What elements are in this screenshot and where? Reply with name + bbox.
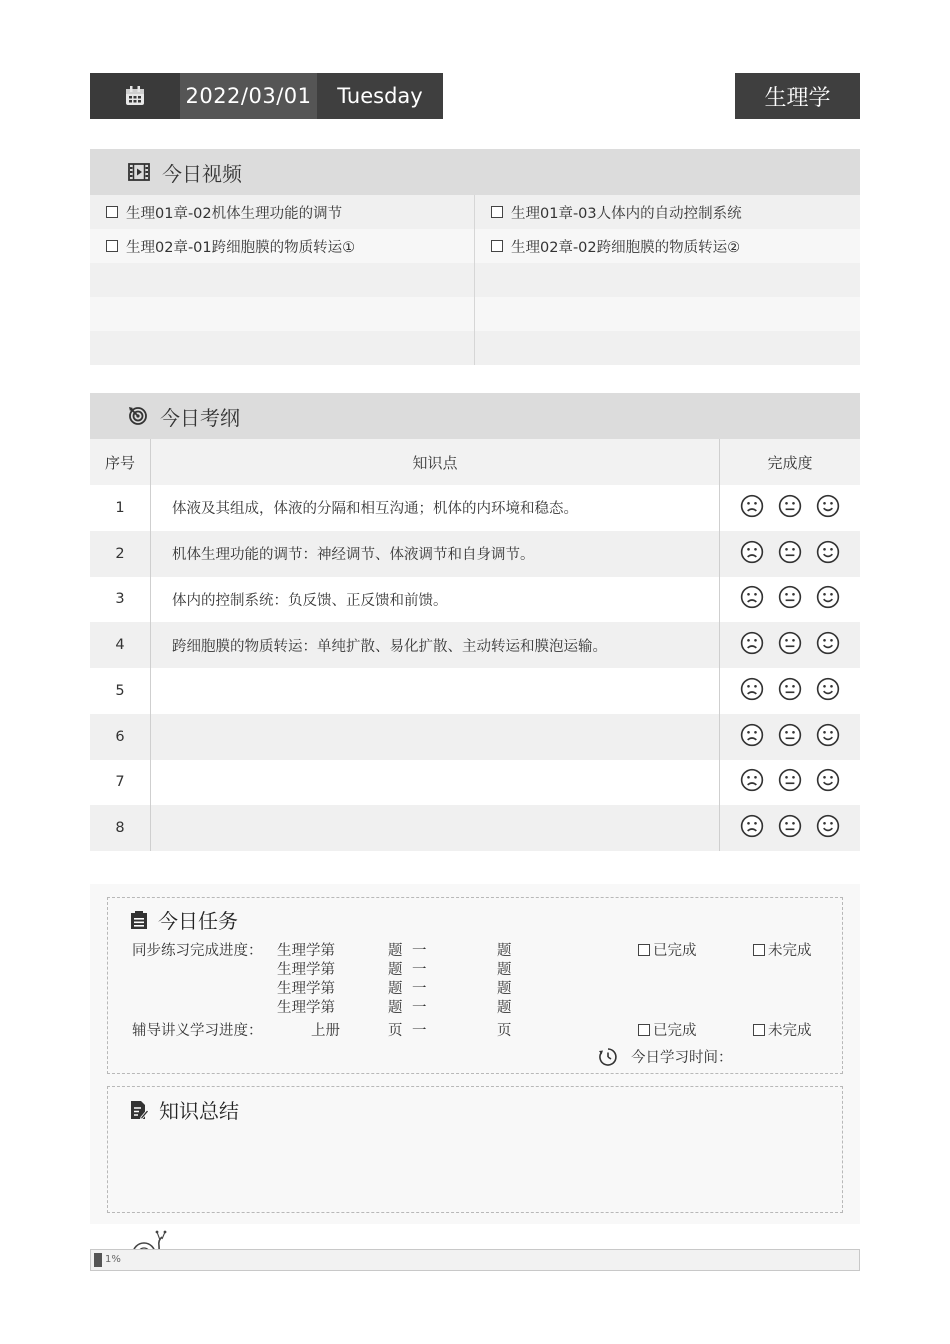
table-row (90, 531, 860, 577)
syllabus-rows (90, 485, 860, 851)
neutral-face-icon[interactable] (778, 677, 802, 705)
video-item[interactable]: 生理02章-02跨细胞膜的物质转运② (475, 229, 860, 263)
video-item-empty (90, 263, 475, 297)
video-item-empty (90, 297, 475, 331)
book-label: 生理学第 (277, 981, 335, 997)
completion-faces (720, 531, 860, 577)
sad-face-icon[interactable] (740, 631, 764, 659)
date-text: 2022/03/01 (180, 73, 317, 119)
video-row (90, 229, 860, 263)
bottom-panel (90, 884, 860, 1224)
ti-label: 题 (497, 943, 512, 959)
neutral-face-icon[interactable] (778, 540, 802, 568)
study-time-row (598, 1046, 733, 1067)
header-point: 知识点 (150, 439, 720, 485)
completion-faces (720, 760, 860, 806)
target-icon (128, 406, 148, 426)
happy-face-icon[interactable] (816, 768, 840, 796)
video-item-empty (475, 263, 860, 297)
row-number: 6 (115, 728, 125, 745)
sad-face-icon[interactable] (740, 814, 764, 842)
header-done: 完成度 (767, 453, 813, 472)
table-row (90, 577, 860, 623)
progress-fill (94, 1253, 102, 1267)
videos-title: 今日视频 (162, 161, 242, 186)
neutral-face-icon[interactable] (778, 768, 802, 796)
row-knowledge-point: 体液及其组成，体液的分隔和相互沟通；机体的内环境和稳态。 (150, 485, 720, 531)
completion-faces (720, 714, 860, 760)
checkbox[interactable] (106, 240, 118, 252)
progress-bar (90, 1249, 860, 1271)
subject-badge: 生理学 (735, 73, 860, 119)
completion-faces (720, 485, 860, 531)
sync-label: 同步练习完成进度： (132, 943, 263, 959)
video-row (90, 297, 860, 331)
checkbox[interactable] (491, 240, 503, 252)
video-row (90, 195, 860, 229)
sad-face-icon[interactable] (740, 540, 764, 568)
checkbox[interactable] (491, 206, 503, 218)
lecture-done-checkbox[interactable]: 已完成 (638, 1019, 697, 1040)
note-icon (130, 1100, 149, 1120)
table-row (90, 485, 860, 531)
neutral-face-icon[interactable] (778, 814, 802, 842)
sad-face-icon[interactable] (740, 677, 764, 705)
row-number: 8 (115, 820, 125, 837)
happy-face-icon[interactable] (816, 677, 840, 705)
ti-label: 题 (388, 981, 403, 997)
lecture-label: 辅导讲义学习进度： (132, 1023, 263, 1039)
book-label: 生理学第 (277, 1000, 335, 1016)
film-icon (128, 163, 150, 181)
tasks-title: 今日任务 (158, 909, 238, 933)
page-label: 页 (388, 1023, 403, 1039)
video-item-empty (475, 331, 860, 365)
completion-faces (720, 668, 860, 714)
syllabus-title: 今日考纲 (160, 405, 240, 430)
checkbox[interactable] (106, 206, 118, 218)
timer-icon (598, 1047, 618, 1067)
book-label: 生理学第 (277, 962, 335, 978)
calendar-icon (90, 73, 180, 119)
row-knowledge-point: 跨细胞膜的物质转运：单纯扩散、易化扩散、主动转运和膜泡运输。 (150, 622, 720, 668)
video-item[interactable]: 生理02章-01跨细胞膜的物质转运① (90, 229, 475, 263)
study-time-label: 今日学习时间： (631, 1050, 733, 1066)
progress-percent: 1% (105, 1254, 121, 1265)
sad-face-icon[interactable] (740, 768, 764, 796)
table-row (90, 805, 860, 851)
happy-face-icon[interactable] (816, 494, 840, 522)
video-item[interactable]: 生理01章-02机体生理功能的调节 (90, 195, 475, 229)
video-item[interactable]: 生理01章-03人体内的自动控制系统 (475, 195, 860, 229)
book-label: 生理学第 (277, 943, 335, 959)
row-knowledge-point (150, 760, 720, 806)
date-bar (90, 73, 443, 119)
neutral-face-icon[interactable] (778, 723, 802, 751)
row-number: 2 (115, 545, 125, 562)
table-row (90, 668, 860, 714)
header-no: 序号 (104, 453, 135, 472)
ti-label: 题 (388, 1000, 403, 1016)
dash-label: 一 (412, 943, 427, 959)
table-row (90, 760, 860, 806)
clipboard-icon (130, 910, 148, 930)
sync-undone-checkbox[interactable]: 未完成 (753, 939, 812, 960)
neutral-face-icon[interactable] (778, 631, 802, 659)
video-item-empty (475, 297, 860, 331)
dash-label: 一 (412, 1023, 427, 1039)
volume-label: 上册 (311, 1023, 340, 1039)
happy-face-icon[interactable] (816, 631, 840, 659)
ti-label: 题 (497, 962, 512, 978)
video-list (90, 195, 860, 365)
summary-title: 知识总结 (159, 1099, 239, 1123)
row-knowledge-point: 机体生理功能的调节：神经调节、体液调节和自身调节。 (150, 531, 720, 577)
row-number: 3 (115, 591, 125, 608)
row-knowledge-point (150, 714, 720, 760)
completion-faces (720, 622, 860, 668)
row-number: 4 (115, 637, 125, 654)
happy-face-icon[interactable] (816, 585, 840, 613)
table-row (90, 622, 860, 668)
tasks-title-row (130, 905, 238, 934)
row-number: 7 (115, 774, 125, 791)
sad-face-icon[interactable] (740, 585, 764, 613)
row-number: 1 (115, 499, 125, 516)
row-knowledge-point (150, 805, 720, 851)
weekday-text: Tuesday (337, 84, 423, 108)
ti-label: 题 (497, 981, 512, 997)
page-label: 页 (497, 1023, 512, 1039)
dash-label: 一 (412, 981, 427, 997)
neutral-face-icon[interactable] (778, 585, 802, 613)
happy-face-icon[interactable] (816, 814, 840, 842)
sync-done-checkbox[interactable]: 已完成 (638, 939, 697, 960)
dash-label: 一 (412, 1000, 427, 1016)
happy-face-icon[interactable] (816, 540, 840, 568)
row-number: 5 (115, 682, 125, 699)
happy-face-icon[interactable] (816, 723, 840, 751)
syllabus-header-row (90, 439, 860, 485)
ti-label: 题 (388, 943, 403, 959)
sad-face-icon[interactable] (740, 494, 764, 522)
tasks-box (107, 897, 843, 1074)
completion-faces (720, 577, 860, 623)
summary-box (107, 1086, 843, 1213)
ti-label: 题 (388, 962, 403, 978)
video-row (90, 263, 860, 297)
row-knowledge-point (150, 668, 720, 714)
video-item-empty (90, 331, 475, 365)
video-row (90, 331, 860, 365)
table-row (90, 714, 860, 760)
summary-title-row (130, 1095, 239, 1124)
lecture-undone-checkbox[interactable]: 未完成 (753, 1019, 812, 1040)
ti-label: 题 (497, 1000, 512, 1016)
dash-label: 一 (412, 962, 427, 978)
row-knowledge-point: 体内的控制系统：负反馈、正反馈和前馈。 (150, 577, 720, 623)
completion-faces (720, 805, 860, 851)
neutral-face-icon[interactable] (778, 494, 802, 522)
videos-section-title (90, 149, 860, 195)
syllabus-section-title (90, 393, 860, 439)
sad-face-icon[interactable] (740, 723, 764, 751)
